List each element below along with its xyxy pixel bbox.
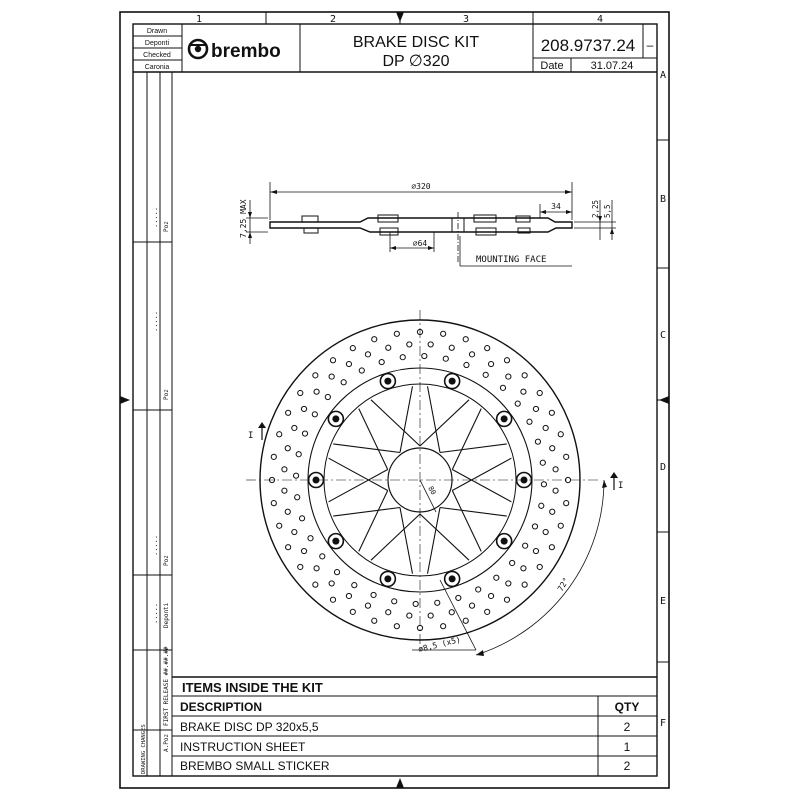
role-drawn: Drawn	[146, 28, 168, 35]
drill-hole-1-10	[407, 613, 412, 618]
drill-hole-1-14	[329, 581, 334, 586]
bobbin-inner-9	[501, 415, 508, 422]
center-mark-left	[120, 396, 130, 404]
bobbin-inner-3	[384, 575, 391, 582]
drill-hole-0-13	[350, 609, 355, 614]
drill-hole-2-7	[456, 595, 461, 600]
drill-hole-2-35	[540, 460, 545, 465]
drill-hole-1-33	[488, 361, 493, 366]
strip-drawing-changes: DRAWING CHANGES	[141, 724, 147, 774]
drill-hole-1-28	[386, 345, 391, 350]
row-label-a: A	[659, 70, 667, 81]
mounting-face-label: MOUNTING FACE	[476, 255, 547, 265]
drill-hole-1-27	[365, 352, 370, 357]
drill-hole-1-4	[521, 566, 526, 571]
front-view	[246, 310, 623, 656]
drill-hole-2-9	[413, 601, 418, 606]
spoke-1	[420, 508, 469, 574]
dim-band-width: 34	[551, 202, 561, 211]
drill-hole-0-21	[271, 454, 276, 459]
strip-dots-2: .....	[151, 310, 159, 332]
inner-frame	[133, 24, 657, 776]
drill-hole-1-5	[506, 581, 511, 586]
kit-row-qty-2: 1	[623, 740, 631, 754]
row-label-d: D	[659, 462, 667, 473]
dim-max-thickness: 7,25 MAX	[239, 199, 248, 238]
brembo-logo	[189, 40, 281, 62]
dim-hub-80: 80	[426, 485, 438, 497]
drill-hole-2-16	[299, 516, 304, 521]
drill-hole-0-23	[286, 410, 291, 415]
title-block	[133, 24, 657, 72]
drill-hole-1-16	[301, 548, 306, 553]
drill-hole-2-25	[379, 359, 384, 364]
drill-hole-1-39	[553, 467, 558, 472]
drill-hole-0-18	[277, 523, 282, 528]
drill-hole-2-30	[483, 372, 488, 377]
angle-arc	[476, 480, 604, 655]
spoke-7	[420, 386, 469, 452]
bobbin-inner-1	[501, 538, 508, 545]
dim-thickness-55: 5,5	[603, 204, 612, 218]
drill-hole-2-32	[515, 401, 520, 406]
column-label-2: 2	[329, 14, 337, 25]
kit-row-desc-2: INSTRUCTION SHEET	[180, 740, 306, 754]
kit-table-title: ITEMS INSIDE THE KIT	[182, 680, 323, 695]
center-mark-right	[659, 396, 669, 404]
drill-hole-0-6	[504, 597, 509, 602]
strip-dots-1: .....	[151, 206, 159, 228]
drill-hole-2-1	[539, 503, 544, 508]
drill-hole-0-28	[372, 337, 377, 342]
drill-hole-1-0	[553, 488, 558, 493]
drill-hole-0-19	[271, 501, 276, 506]
drill-hole-1-7	[469, 603, 474, 608]
role-checked-name: Caronia	[144, 64, 170, 71]
drill-hole-1-34	[506, 374, 511, 379]
drill-hole-2-20	[302, 431, 307, 436]
column-zones	[196, 12, 603, 788]
drill-hole-1-3	[533, 548, 538, 553]
drill-hole-2-33	[527, 419, 532, 424]
drill-hole-2-27	[422, 353, 427, 358]
dim-diameter-320: ∅320	[411, 182, 431, 191]
drill-hole-2-26	[400, 355, 405, 360]
drill-hole-1-26	[346, 361, 351, 366]
drill-hole-1-35	[521, 389, 526, 394]
drill-hole-2-21	[312, 412, 317, 417]
revision-mark: –	[646, 38, 654, 52]
drill-hole-0-2	[558, 523, 563, 528]
side-view	[239, 182, 616, 266]
bobbin-inner-7	[384, 378, 391, 385]
drill-hole-0-12	[372, 618, 377, 623]
drill-hole-2-10	[392, 599, 397, 604]
drill-hole-0-24	[298, 390, 303, 395]
drill-hole-2-28	[443, 356, 448, 361]
drill-hole-1-30	[428, 342, 433, 347]
drill-hole-1-31	[449, 345, 454, 350]
drill-hole-2-31	[500, 385, 505, 390]
kit-row-desc-3: BREMBO SMALL STICKER	[180, 759, 330, 773]
strip-rev-a: A.Poz	[163, 733, 170, 752]
drill-hole-1-36	[533, 406, 538, 411]
dim-bore-64: ∅64	[412, 239, 428, 248]
drill-hole-1-13	[346, 593, 351, 598]
kit-col-qty: QTY	[614, 700, 640, 714]
drill-hole-0-22	[277, 432, 282, 437]
outer-frame	[120, 12, 669, 788]
drill-hole-1-23	[301, 406, 306, 411]
drill-hole-1-6	[488, 593, 493, 598]
spoke-2	[371, 508, 420, 574]
drill-hole-0-9	[441, 624, 446, 629]
drill-hole-0-4	[537, 564, 542, 569]
kit-col-description: DESCRIPTION	[180, 700, 263, 714]
drill-hole-1-29	[407, 342, 412, 347]
drill-hole-2-6	[476, 587, 481, 592]
drill-hole-2-18	[293, 473, 298, 478]
row-label-e: E	[659, 596, 667, 607]
row-label-f: F	[659, 718, 667, 729]
drill-hole-2-22	[325, 394, 330, 399]
title-line-2: DP ∅320	[382, 53, 450, 70]
drill-hole-0-27	[350, 346, 355, 351]
drill-hole-1-2	[543, 529, 548, 534]
row-label-b: B	[659, 194, 667, 205]
drill-hole-1-12	[365, 603, 370, 608]
drill-hole-0-5	[522, 582, 527, 587]
drill-hole-1-9	[428, 613, 433, 618]
title-line-1: BRAKE DISC KIT	[352, 34, 480, 51]
drill-hole-2-11	[371, 592, 376, 597]
drill-hole-0-34	[504, 358, 509, 363]
drill-hole-1-38	[550, 446, 555, 451]
drill-hole-2-4	[510, 560, 515, 565]
drawing-code: 208.9737.24	[540, 36, 636, 55]
date-label: Date	[540, 60, 564, 72]
spoke-6	[371, 386, 420, 452]
drill-hole-1-15	[314, 566, 319, 571]
kit-table	[172, 677, 657, 776]
dim-thickness-225: 2,25	[591, 199, 600, 218]
drill-hole-2-29	[464, 362, 469, 367]
drill-hole-0-1	[564, 501, 569, 506]
drill-hole-1-8	[449, 610, 454, 615]
drill-hole-0-37	[549, 410, 554, 415]
drill-hole-0-33	[485, 346, 490, 351]
drill-hole-0-15	[313, 582, 318, 587]
strip-dots-3: .....	[151, 534, 159, 556]
drill-hole-0-26	[330, 358, 335, 363]
section-mark-left: I	[248, 431, 254, 441]
row-label-c: C	[659, 330, 667, 341]
column-label-4: 4	[596, 14, 604, 25]
strip-first-release: FIRST RELEASE ##.##.##	[163, 646, 170, 726]
drill-hole-2-19	[296, 452, 301, 457]
drill-hole-2-17	[295, 495, 300, 500]
center-mark-top	[396, 12, 404, 22]
drill-hole-1-18	[285, 509, 290, 514]
drill-hole-0-36	[537, 390, 542, 395]
drill-hole-0-39	[564, 454, 569, 459]
drill-hole-0-3	[549, 545, 554, 550]
drill-hole-1-1	[550, 509, 555, 514]
brand-wordmark: brembo	[211, 41, 281, 62]
dim-hole-85: ∅8,5 (x5)	[417, 634, 462, 655]
strip-dots-4: .....	[151, 602, 159, 624]
drill-hole-2-34	[535, 439, 540, 444]
row-zones	[120, 70, 669, 729]
drill-hole-0-29	[394, 331, 399, 336]
drill-hole-0-17	[286, 545, 291, 550]
drill-hole-2-5	[494, 575, 499, 580]
drill-hole-2-23	[341, 380, 346, 385]
bobbin-inner-6	[332, 415, 339, 422]
column-label-1: 1	[195, 14, 203, 25]
drill-hole-0-38	[558, 432, 563, 437]
drill-hole-1-37	[543, 425, 548, 430]
date-value: 31.07.24	[590, 60, 634, 72]
drill-hole-1-20	[282, 467, 287, 472]
drill-hole-1-11	[386, 610, 391, 615]
kit-row-qty-1: 2	[623, 720, 631, 734]
bobbin-inner-4	[332, 538, 339, 545]
drill-hole-0-14	[330, 597, 335, 602]
strip-label-4: Deponti	[163, 602, 170, 628]
drill-hole-0-16	[298, 564, 303, 569]
drill-hole-2-15	[308, 536, 313, 541]
strip-label-3: Poz	[163, 555, 170, 566]
drill-hole-2-24	[359, 368, 364, 373]
dim-angle-72: 72°	[555, 575, 571, 593]
column-label-3: 3	[462, 14, 470, 25]
drill-hole-0-8	[463, 618, 468, 623]
drill-hole-0-31	[441, 331, 446, 336]
section-mark-right: I	[618, 481, 624, 491]
drill-hole-1-19	[282, 488, 287, 493]
kit-row-desc-1: BRAKE DISC DP 320x5,5	[180, 720, 319, 734]
role-drawn-name: Deponti	[144, 40, 170, 47]
drill-hole-2-13	[334, 570, 339, 575]
drill-hole-2-14	[320, 554, 325, 559]
disc-profile	[270, 218, 572, 232]
drill-hole-1-22	[292, 425, 297, 430]
strip-label-1: Poz	[163, 221, 170, 232]
drill-hole-2-8	[435, 600, 440, 605]
drill-hole-1-32	[469, 352, 474, 357]
role-checked: Checked	[143, 52, 171, 59]
bobbin-inner-8	[449, 378, 456, 385]
drill-hole-2-3	[523, 543, 528, 548]
drill-hole-2-12	[352, 583, 357, 588]
drill-hole-2-0	[541, 482, 546, 487]
drill-hole-2-2	[532, 524, 537, 529]
revision-strip	[133, 72, 172, 776]
drill-hole-1-25	[329, 374, 334, 379]
drill-hole-0-11	[394, 624, 399, 629]
bobbin-inner-2	[449, 575, 456, 582]
drill-hole-0-7	[485, 609, 490, 614]
drill-hole-0-25	[313, 373, 318, 378]
drill-hole-0-32	[463, 337, 468, 342]
drill-hole-1-17	[292, 529, 297, 534]
strip-label-2: Poz	[163, 389, 170, 400]
drill-hole-0-35	[522, 373, 527, 378]
kit-row-qty-3: 2	[623, 759, 631, 773]
center-mark-bottom	[396, 778, 404, 788]
drill-hole-1-21	[285, 446, 290, 451]
drill-hole-1-24	[314, 389, 319, 394]
